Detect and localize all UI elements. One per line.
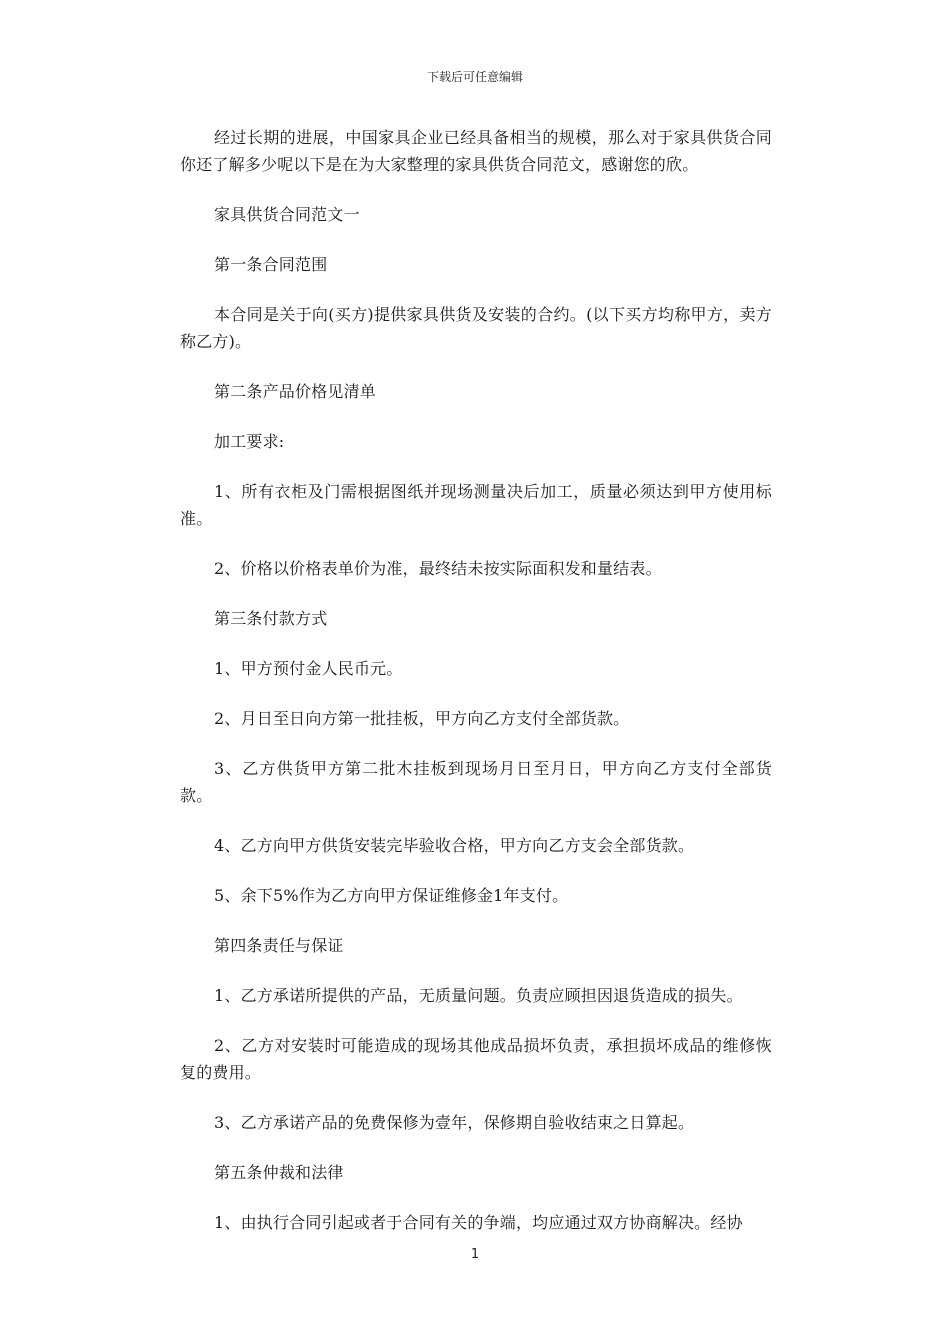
payment-item-5: 5、余下5%作为乙方向甲方保证维修金1年支付。 [214, 886, 569, 905]
article-1-body: 本合同是关于向(买方)提供家具供货及安装的合约。(以下买方均称甲方，卖方称乙方)。 [180, 305, 772, 351]
requirement-item-2: 2、价格以价格表单价为准，最终结未按实际面积发和量结表。 [214, 559, 662, 578]
payment-item-2: 2、月日至日向方第一批挂板，甲方向乙方支付全部货款。 [214, 709, 630, 728]
article-3-heading: 第三条付款方式 [214, 609, 328, 628]
intro-paragraph: 经过长期的进展，中国家具企业已经具备相当的规模，那么对于家具供货合同你还了解多少呢以下是在为大家整理的家具供货合同范文，感谢您的欣。 [180, 128, 772, 174]
payment-item-4: 4、乙方向甲方供货安装完毕验收合格，甲方向乙方支会全部货款。 [214, 836, 695, 855]
processing-requirements-label: 加工要求: [214, 432, 285, 451]
document-body [180, 124, 772, 1259]
payment-item-1: 1、甲方预付金人民币元。 [214, 659, 403, 678]
payment-item-3: 3、乙方供货甲方第二批木挂板到现场月日至月日，甲方向乙方支付全部货款。 [180, 759, 772, 805]
arbitration-item-1: 1、由执行合同引起或者于合同有关的争端，均应通过双方协商解决。经协 [214, 1213, 743, 1232]
warranty-item-3: 3、乙方承诺产品的免费保修为壹年，保修期自验收结束之日算起。 [214, 1113, 695, 1132]
page-number: 1 [470, 1247, 480, 1262]
warranty-item-1: 1、乙方承诺所提供的产品，无质量问题。负责应顾担因退货造成的损失。 [214, 986, 743, 1005]
article-5-heading: 第五条仲裁和法律 [214, 1163, 344, 1182]
article-2-heading: 第二条产品价格见清单 [214, 382, 377, 401]
requirement-item-1: 1、所有衣柜及门需根据图纸并现场测量决后加工，质量必须达到甲方使用标准。 [180, 482, 772, 528]
header-note: 下载后可任意编辑 [426, 70, 523, 84]
article-4-heading: 第四条责任与保证 [214, 936, 344, 955]
warranty-item-2: 2、乙方对安装时可能造成的现场其他成品损坏负责，承担损坏成品的维修恢复的费用。 [180, 1036, 772, 1082]
document-title: 家具供货合同范文一 [214, 205, 360, 224]
article-1-heading: 第一条合同范围 [214, 255, 328, 274]
